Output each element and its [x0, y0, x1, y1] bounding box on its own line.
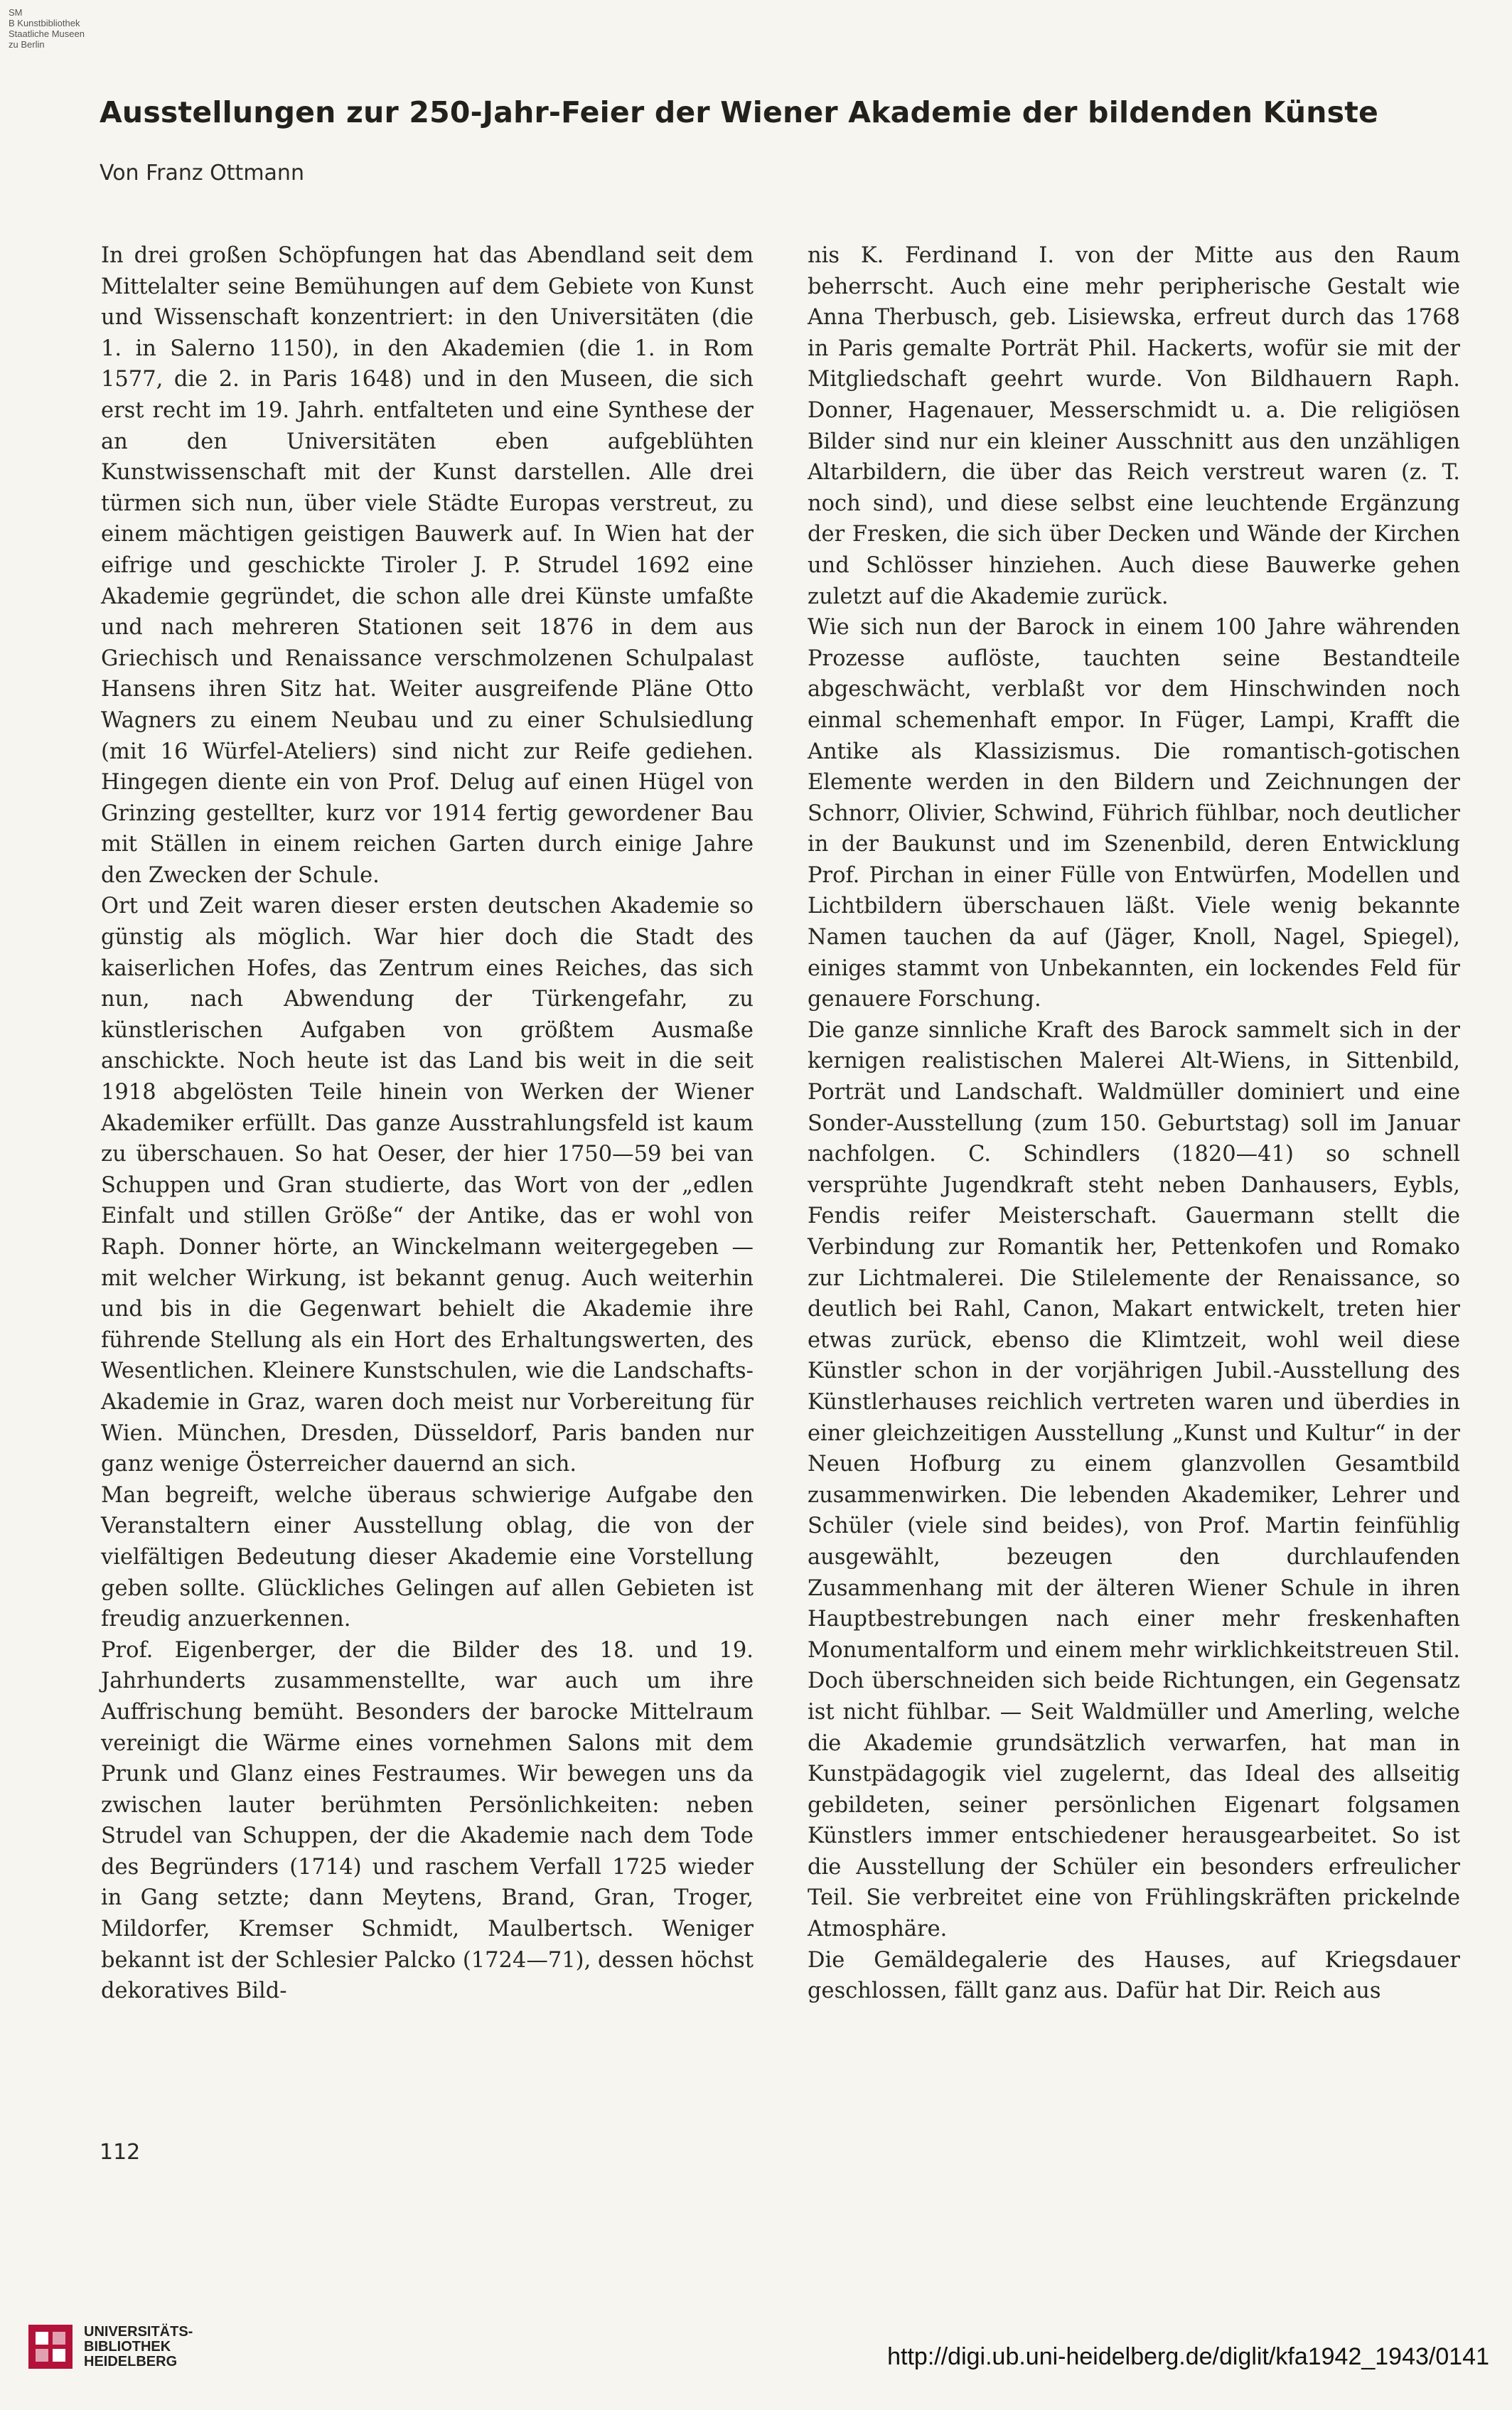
- logo-text: [84, 2325, 193, 2369]
- paragraph: nis K. Ferdinand I. von der Mitte aus den Raum beherrscht. Auch eine mehr peripherische Gestalt wie Anna Therbusch, geb. Lisiewska, erfreut durch das 1768 in Paris gemalte Porträt Phil. Hackerts, wofür sie mit der Mitgliedschaft geehrt wurde. Von Bildhauern Raph. Donner, Hagenauer, Messerschmidt u. a. Die religiösen Bilder sind nur ein kleiner Ausschnitt aus den unzähligen Altarbildern, die über das Reich verstreut waren (z. T. noch sind), und diese selbst eine leuchtende Ergänzung der Fresken, die sich über Decken und Wände der Kirchen und Schlösser hinziehen. Auch diese Bauwerke gehen zuletzt auf die Akademie zurück.: [808, 243, 1460, 609]
- paragraph: In drei großen Schöpfungen hat das Abendland seit dem Mittelalter seine Bemühungen auf dem Gebiete von Kunst und Wissenschaft konzentriert: in den Universitäten (die 1. in Salerno 1150), in den Akademien (die 1. in Rom 1577, die 2. in Paris 1648) und in den Museen, die sich erst recht im 19. Jahrh. entfalteten und eine Synthese der an den Universitäten eben aufgeblühten Kunstwissenschaft mit der Kunst darstellen. Alle drei türmen sich nun, über viele Städte Europas verstreut, zu einem mächtigen geistigen Bauwerk auf. In Wien hat der eifrige und geschickte Tiroler J. P. Strudel 1692 eine Akademie gegründet, die schon alle drei Künste umfaßte und nach mehreren Stationen seit 1876 in dem aus Griechisch und Renaissance verschmolzenen Schulpalast Hansens ihren Sitz hat. Weiter ausgreifende Pläne Otto Wagners zu einem Neubau und zu einer Schulsiedlung (mit 16 Würfel-Ateliers) sind nicht zur Reife gediehen. Hingegen diente ein von Prof. Delug auf einen Hügel von Grinzing gestellter, kurz vor 1914 fertig gewordener Bau mit Ställen in einem reichen Garten durch einige Jahre den Zwecken der Schule.: [101, 243, 754, 888]
- paragraph: Prof. Eigenberger, der die Bilder des 18. und 19. Jahrhunderts zusammenstellte, war auch um ihre Auffrischung bemüht. Besonders der barocke Mittelraum vereinigt die Wärme eines vornehmen Salons mit dem Prunk und Glanz eines Festraumes. Wir bewegen uns da zwischen lauter berühmten Persönlichkeiten: neben Strudel van Schuppen, der die Akademie nach dem Tode des Begründers (1714) und raschem Verfall 1725 wieder in Gang setzte; dann Meytens, Brand, Gran, Troger, Mildorfer, Kremser Schmidt, Maulbertsch. Weniger bekannt ist der Schlesier Palcko (1724—71), dessen höchst dekoratives Bild-: [101, 1637, 754, 2004]
- stamp-line: Staatliche Museen: [9, 28, 85, 39]
- stamp-line: zu Berlin: [9, 39, 45, 50]
- article-author: Von Franz Ottmann: [100, 161, 304, 186]
- stamp-line: B Kunstbibliothek: [9, 18, 80, 28]
- article-title: Ausstellungen zur 250-Jahr-Feier der Wiener Akademie der bildenden Künste: [100, 95, 1379, 129]
- logo-text-line: BIBLIOTHEK: [84, 2338, 171, 2355]
- paragraph: Wie sich nun der Barock in einem 100 Jahre währenden Prozesse auflöste, tauchten seine Bestandteile abgeschwächt, verblaßt vor dem Hinschwinden noch einmal schemenhaft empor. In Füger, Lampi, Krafft die Antike als Klassizismus. Die romantisch-gotischen Elemente werden in den Bildern und Zeichnungen der Schnorr, Olivier, Schwind, Führich fühlbar, noch deutlicher in der Baukunst und im Szenenbild, deren Entwicklung Prof. Pirchan in einer Fülle von Entwürfen, Modellen und Lichtbildern überschauen läßt. Viele wenig bekannte Namen tauchen da auf (Jäger, Knoll, Nagel, Spiegel), einiges stammt von Unbekannten, ein lockendes Feld für genauere Forschung.: [808, 615, 1460, 1012]
- page-number: 112: [100, 2140, 141, 2165]
- logo-text-line: HEIDELBERG: [84, 2353, 178, 2369]
- logo-text-line: UNIVERSITÄTS-: [84, 2323, 193, 2340]
- paragraph: Die Gemäldegalerie des Hauses, auf Kriegsdauer geschlossen, fällt ganz aus. Dafür hat Dir. Reich aus: [808, 1947, 1460, 2004]
- paragraph: Die ganze sinnliche Kraft des Barock sammelt sich in der kernigen realistischen Malerei Alt-Wiens, in Sittenbild, Porträt und Landschaft. Waldmüller dominiert und eine Sonder-Ausstellung (zum 150. Geburtstag) soll im Januar nachfolgen. C. Schindlers (1820—41) so schnell versprühte Jugendkraft steht neben Danhausers, Eybls, Fendis reifer Meisterschaft. Gauermann stellt die Verbindung zur Romantik her, Pettenkofen und Romako zur Lichtmalerei. Die Stilelemente der Renaissance, so deutlich bei Rahl, Canon, Makart entwickelt, treten hier etwas zurück, ebenso die Klimtzeit, wohl weil diese Künstler schon in der vorjährigen Jubil.-Ausstellung des Künstlerhauses reichlich vertreten waren und überdies in einer gleichzeitigen Ausstellung „Kunst und Kultur“ in der Neuen Hofburg zu einem glanzvollen Gesamtbild zusammenwirken. Die lebenden Akademiker, Lehrer und Schüler (viele sind beides), von Prof. Martin feinfühlig ausgewählt, bezeugen den durchlaufenden Zusammenhang mit der älteren Wiener Schule in ihren Hauptbestrebungen nach einer mehr freskenhaften Monumentalform und einem mehr wirklichkeitstreuen Stil. Doch überschneiden sich beide Richtungen, ein Gegensatz ist nicht fühlbar. — Seit Waldmüller und Amerling, welche die Akademie grundsätzlich verwarfen, hat man in Kunstpädagogik viel zugelernt, das Ideal des allseitig gebildeten, seiner persönlichen Eigenart folgsamen Künstlers immer entschiedener herausgearbeitet. So ist die Ausstellung der Schüler ein besonders erfreulicher Teil. Sie verbreitet eine von Frühlingskräften prickelnde Atmosphäre.: [808, 1017, 1460, 1942]
- stamp-line: SM: [9, 7, 23, 18]
- left-text-column: [101, 240, 754, 2007]
- library-stamp: [9, 7, 85, 50]
- source-url-link[interactable]: http://digi.ub.uni-heidelberg.de/diglit/kfa1942_1943/0141: [887, 2343, 1489, 2370]
- right-text-column: [808, 240, 1460, 2007]
- paragraph: Ort und Zeit waren dieser ersten deutschen Akademie so günstig als möglich. War hier doch die Stadt des kaiserlichen Hofes, das Zentrum eines Reiches, das sich nun, nach Abwendung der Türkengefahr, zu künstlerischen Aufgaben von größtem Ausmaße anschickte. Noch heute ist das Land bis weit in die seit 1918 abgelösten Teile hinein von Werken der Wiener Akademiker erfüllt. Das ganze Ausstrahlungsfeld ist kaum zu überschauen. So hat Oeser, der hier 1750—59 bei van Schuppen und Gran studierte, das Wort von der „edlen Einfalt und stillen Größe“ der Antike, das er wohl von Raph. Donner hörte, an Winckelmann weitergegeben — mit welcher Wirkung, ist bekannt genug. Auch weiterhin und bis in die Gegenwart behielt die Akademie ihre führende Stellung als ein Hort des Erhaltungswerten, des Wesentlichen. Kleinere Kunstschulen, wie die Landschafts-Akademie in Graz, waren doch meist nur Vorbereitung für Wien. München, Dresden, Düsseldorf, Paris banden nur ganz wenige Österreicher dauernd an sich.: [101, 894, 754, 1477]
- paragraph: Man begreift, welche überaus schwierige Aufgabe den Veranstaltern einer Ausstellung oblag, die von der vielfältigen Bedeutung dieser Akademie eine Vorstellung geben sollte. Glückliches Gelingen auf allen Gebieten ist freudig anzuerkennen.: [101, 1482, 754, 1632]
- heidelberg-library-logo-icon: [27, 2323, 74, 2370]
- university-library-logo: [27, 2323, 193, 2370]
